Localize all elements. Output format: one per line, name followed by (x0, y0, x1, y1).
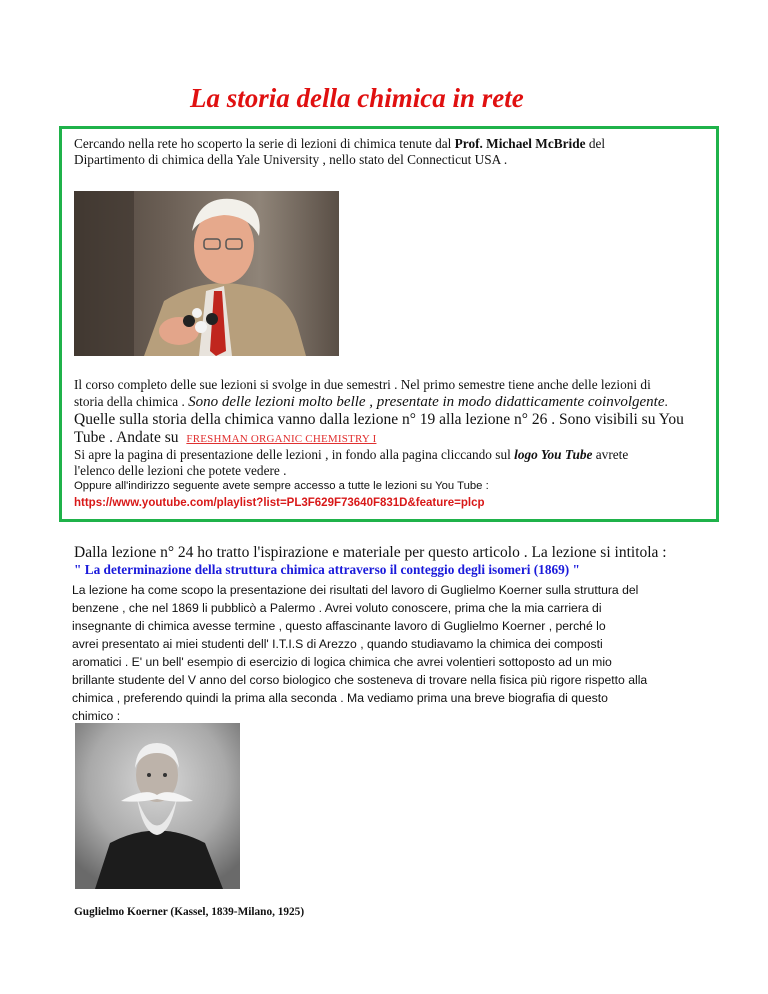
box-paragraph-2-line-1: Il corso completo delle sue lezioni si svolge in due semestri . Nel primo semestre tiene anche delle lezioni di (74, 377, 651, 392)
body-line: brillante studente del V anno del corso biologico che sosteneva di trovare nella fisica più rigore rispetto alla (72, 673, 648, 687)
box-paragraph-2-line-2: storia della chimica . Sono delle lezioni molto belle , presentate in modo didatticamente coinvolgente. (74, 394, 668, 410)
page-title: La storia della chimica in rete (190, 83, 524, 113)
professor-photo (74, 191, 339, 356)
koerner-portrait (75, 723, 240, 889)
box-paragraph-4-line-2: l'elenco delle lezioni che potete vedere . (74, 463, 287, 478)
box-paragraph-5: Oppure all'indirizzo seguente avete sempre accesso a tutte le lezioni su You Tube : (74, 480, 489, 492)
playlist-url-link[interactable]: https://www.youtube.com/playlist?list=PL3F629F73640F831D&feature=plcp (74, 497, 485, 509)
body-line: insegnante di chimica avesse termine , questo affascinante lavoro di Guglielmo Koerner , perché lo (72, 619, 606, 633)
box-paragraph-1-line-1: Cercando nella rete ho scoperto la serie di lezioni di chimica tenute dal Prof. Michael McBride del (74, 136, 606, 151)
body-line: chimico : (72, 709, 121, 723)
lesson-title: " La determinazione della struttura chimica attraverso il conteggio degli isomeri (1869) " (74, 562, 580, 577)
lesson-body (72, 581, 700, 725)
box-paragraph-1-line-2: Dipartimento di chimica della Yale University , nello stato del Connecticut USA . (74, 152, 508, 167)
body-line: avrei presentato ai miei studenti dell' I.T.I.S di Arezzo , quando studiavamo la chimica dei composti (72, 637, 603, 651)
box-paragraph-3-line-1: Quelle sulla storia della chimica vanno dalla lezione n° 19 alla lezione n° 26 . Sono visibili su You (74, 411, 684, 428)
portrait-caption: Guglielmo Koerner (Kassel, 1839-Milano, 1925) (74, 906, 305, 918)
body-line: chimica , preferendo quindi la prima alla seconda . Ma vediamo prima una breve biografia di questo (72, 691, 608, 705)
body-line: benzene , che nel 1869 li pubblicò a Palermo . Avrei voluto conoscere, prima che la mia carriera di (72, 601, 602, 615)
body-line: La lezione ha come scopo la presentazione dei risultati del lavoro di Guglielmo Koerner sulla struttura del (72, 583, 639, 597)
course-link[interactable]: FRESHMAN ORGANIC CHEMISTRY I (186, 433, 377, 445)
box-paragraph-3-line-2: Tube . Andate su FRESHMAN ORGANIC CHEMISTRY I (74, 429, 377, 446)
body-line: aromatici . E' un bell' esempio di esercizio di logica chimica che avrei volentieri sottoposto ad un mio (72, 655, 612, 669)
lesson-intro: Dalla lezione n° 24 ho tratto l'ispirazione e materiale per questo articolo . La lezione si intitola : (74, 544, 667, 561)
box-paragraph-4-line-1: Si apre la pagina di presentazione delle lezioni , in fondo alla pagina cliccando sul logo You Tube avrete (74, 447, 629, 462)
